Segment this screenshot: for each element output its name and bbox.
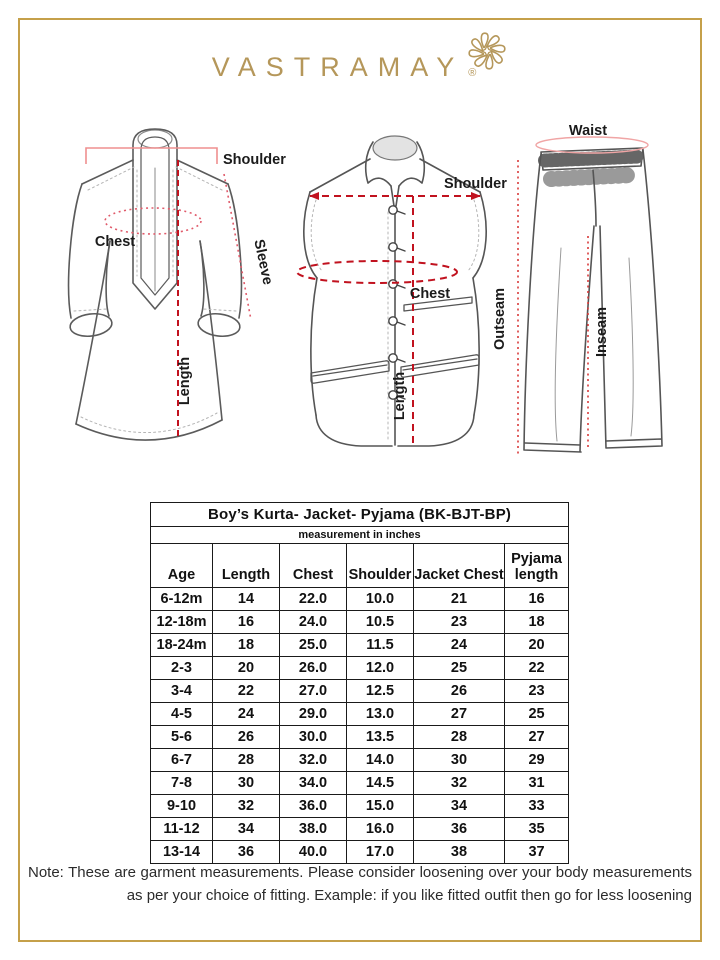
table-cell: 36 [213, 841, 280, 864]
table-cell: 4-5 [151, 703, 213, 726]
table-cell: 11-12 [151, 818, 213, 841]
size-table-title-row [151, 503, 569, 527]
table-cell: 22 [505, 657, 569, 680]
column-header-age: Age [151, 544, 213, 588]
size-table-subtitle-row [151, 527, 569, 544]
table-cell: 28 [213, 749, 280, 772]
pyjama-inseam-label: Inseam [594, 307, 610, 357]
brand-header [0, 30, 720, 87]
table-cell: 14.0 [347, 749, 414, 772]
table-cell: 21 [414, 588, 505, 611]
table-row [151, 588, 569, 611]
jacket-length-label: Length [392, 371, 408, 421]
table-cell: 13.5 [347, 726, 414, 749]
table-row [151, 749, 569, 772]
table-cell: 24 [213, 703, 280, 726]
kurta-left-cuff [69, 312, 113, 339]
table-cell: 30 [213, 772, 280, 795]
kurta-illustration [69, 129, 242, 440]
kurta-length-label: Length [177, 356, 193, 406]
table-cell: 6-7 [151, 749, 213, 772]
table-cell: 10.5 [347, 611, 414, 634]
table-cell: 18-24m [151, 634, 213, 657]
table-cell: 14 [213, 588, 280, 611]
pyjama-waist-label: Waist [568, 123, 608, 139]
table-cell: 16 [505, 588, 569, 611]
kurta-shoulder-label: Shoulder [223, 152, 286, 168]
table-cell: 33 [505, 795, 569, 818]
size-table-subtitle: measurement in inches [151, 527, 569, 544]
table-cell: 9-10 [151, 795, 213, 818]
jacket-neck-back [373, 136, 417, 160]
table-row [151, 841, 569, 864]
table-cell: 7-8 [151, 772, 213, 795]
table-cell: 26 [213, 726, 280, 749]
table-cell: 34 [213, 818, 280, 841]
kurta-left-sleeve [69, 184, 110, 318]
table-cell: 15.0 [347, 795, 414, 818]
table-row [151, 634, 569, 657]
table-row [151, 726, 569, 749]
table-cell: 11.5 [347, 634, 414, 657]
table-cell: 32.0 [280, 749, 347, 772]
table-cell: 36 [414, 818, 505, 841]
table-cell: 25.0 [280, 634, 347, 657]
column-header-length: Length [213, 544, 280, 588]
table-cell: 24 [414, 634, 505, 657]
pyjama-waistband-hatch [545, 157, 639, 161]
table-cell: 26 [414, 680, 505, 703]
table-row [151, 795, 569, 818]
table-cell: 20 [505, 634, 569, 657]
jacket-shoulder-label: Shoulder [444, 176, 507, 192]
table-cell: 27 [505, 726, 569, 749]
size-table [150, 502, 569, 864]
table-cell: 23 [414, 611, 505, 634]
table-cell: 24.0 [280, 611, 347, 634]
table-cell: 6-12m [151, 588, 213, 611]
table-cell: 30.0 [280, 726, 347, 749]
brand-logo-text: VASTRAMAY [211, 52, 465, 82]
table-cell: 27 [414, 703, 505, 726]
table-cell: 16 [213, 611, 280, 634]
pyjama-left-leg [524, 154, 594, 452]
table-cell: 22 [213, 680, 280, 703]
table-cell: 12.0 [347, 657, 414, 680]
table-cell: 34 [414, 795, 505, 818]
table-cell: 13.0 [347, 703, 414, 726]
table-cell: 3-4 [151, 680, 213, 703]
table-cell: 12.5 [347, 680, 414, 703]
registered-trademark-symbol: ® [468, 67, 477, 79]
kurta-collar-back [138, 130, 172, 148]
jacket-chest-ellipse [297, 261, 457, 283]
kurta-sleeve-label: Sleeve [250, 238, 276, 287]
kurta-shoulder-bracket [86, 148, 217, 164]
kurta-chest-label: Chest [94, 234, 136, 250]
table-cell: 37 [505, 841, 569, 864]
table-cell: 20 [213, 657, 280, 680]
table-row [151, 611, 569, 634]
pyjama-outseam-label: Outseam [492, 287, 508, 351]
table-cell: 32 [414, 772, 505, 795]
column-header-chest: Chest [280, 544, 347, 588]
column-header-shoulder: Shoulder [347, 544, 414, 588]
table-row [151, 772, 569, 795]
jacket-chest-label: Chest [409, 286, 451, 302]
table-cell: 10.0 [347, 588, 414, 611]
brand-mark [466, 30, 508, 87]
kurta-hem [76, 420, 222, 440]
kurta-sleeve-line [224, 174, 251, 320]
table-cell: 14.5 [347, 772, 414, 795]
table-cell: 18 [505, 611, 569, 634]
table-row [151, 680, 569, 703]
table-cell: 26.0 [280, 657, 347, 680]
table-row [151, 703, 569, 726]
table-cell: 38.0 [280, 818, 347, 841]
table-cell: 22.0 [280, 588, 347, 611]
table-cell: 30 [414, 749, 505, 772]
table-cell: 32 [213, 795, 280, 818]
table-cell: 5-6 [151, 726, 213, 749]
kurta-chest-ellipse [105, 208, 201, 234]
size-table-title: Boy’s Kurta- Jacket- Pyjama (BK-BJT-BP) [151, 503, 569, 527]
table-cell: 29 [505, 749, 569, 772]
table-cell: 34.0 [280, 772, 347, 795]
brand-ornament-icon [466, 30, 508, 72]
garment-measurement-diagram [20, 108, 700, 498]
size-table-body [151, 588, 569, 864]
measurement-note: Note: These are garment measurements. Please consider loosening over your body measurements as per your choice of fitting. Example: if you like fitted outfit then go for less loosening [28, 864, 692, 904]
table-cell: 18 [213, 634, 280, 657]
kurta-body-sides [76, 241, 222, 424]
table-cell: 25 [505, 703, 569, 726]
table-cell: 27.0 [280, 680, 347, 703]
table-cell: 17.0 [347, 841, 414, 864]
kurta-right-sleeve [200, 184, 241, 318]
table-cell: 29.0 [280, 703, 347, 726]
kurta-right-cuff [197, 312, 241, 339]
table-cell: 31 [505, 772, 569, 795]
table-cell: 38 [414, 841, 505, 864]
table-cell: 36.0 [280, 795, 347, 818]
table-row [151, 657, 569, 680]
table-cell: 35 [505, 818, 569, 841]
pyjama-illustration [524, 137, 662, 452]
table-row [151, 818, 569, 841]
size-table-header-row [151, 544, 569, 588]
table-cell: 13-14 [151, 841, 213, 864]
column-header-pyjama-length: Pyjama length [505, 544, 569, 588]
table-cell: 23 [505, 680, 569, 703]
pyjama-gathers [551, 175, 633, 179]
table-cell: 2-3 [151, 657, 213, 680]
table-cell: 40.0 [280, 841, 347, 864]
column-header-jacket-chest: Jacket Chest [414, 544, 505, 588]
table-cell: 25 [414, 657, 505, 680]
table-cell: 16.0 [347, 818, 414, 841]
table-cell: 28 [414, 726, 505, 749]
table-cell: 12-18m [151, 611, 213, 634]
